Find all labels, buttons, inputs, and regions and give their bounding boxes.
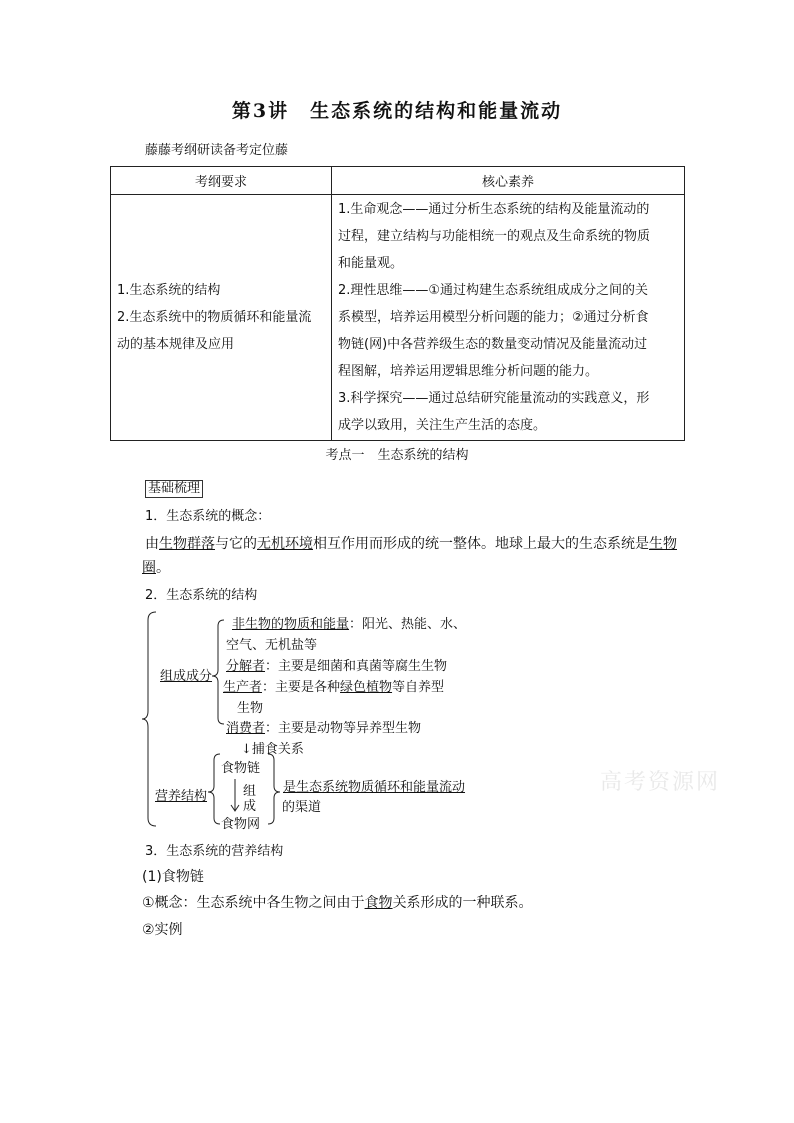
literacy-line: 成学以致用，关注生产生活的态度。 <box>338 418 547 433</box>
blank-answer: 绿色植物 <box>340 680 393 695</box>
section-1-paragraph <box>145 532 690 556</box>
food-web-label: 食物网 <box>221 817 261 832</box>
table-header-row <box>111 167 685 195</box>
table-row <box>111 195 685 441</box>
literacy-line: 过程，建立结构与功能相统一的观点及生命系统的物质 <box>338 229 651 244</box>
section-1-paragraph-end <box>142 556 170 580</box>
food-chain-label: 食物链 <box>221 761 261 776</box>
literacy-line: 物链(网)中各营养级生态的数量变动情况及能量流动过 <box>338 337 648 352</box>
literacy-line: 3.科学探究——通过总结研究能量流动的实践意义，形 <box>338 391 650 406</box>
predation-label: ↓捕食关系 <box>241 742 304 757</box>
concept-line <box>142 892 533 912</box>
section-3-subtitle: (1)食物链 <box>142 869 204 885</box>
requirement-line: 动的基本规律及应用 <box>117 337 235 352</box>
composition-label <box>160 665 212 684</box>
producer-line <box>223 676 444 695</box>
topic-heading: 考点一 生态系统的结构 <box>325 448 469 463</box>
table-header-cell: 考纲要求 <box>111 167 332 195</box>
section-3-title: 3．生态系统的营养结构 <box>145 844 284 859</box>
text: 。 <box>156 560 170 576</box>
blank-answer: 生物 <box>649 536 677 552</box>
text: 等自养型 <box>392 680 445 695</box>
text: ①概念：生态系统中各生物之间由于 <box>142 895 365 911</box>
text: ：主要是动物等异养型生物 <box>265 721 422 736</box>
trophic-structure-label <box>155 785 207 804</box>
literacy-line: 程图解，培养运用逻辑思维分析问题的能力。 <box>338 364 599 379</box>
example-line: ②实例 <box>142 922 183 938</box>
section-2-title: 2．生态系统的结构 <box>145 588 258 603</box>
literacy-cell <box>332 195 685 441</box>
producer-line-2: 生物 <box>237 701 264 716</box>
consumer-line <box>226 717 421 736</box>
basics-label: 基础梳理 <box>145 480 203 498</box>
table-header-cell: 核心素养 <box>332 167 685 195</box>
down-arrow-icon <box>228 777 242 815</box>
blank-answer: 是生态系统物质循环和能量流动 <box>283 780 466 795</box>
blank-answer: 营养结构 <box>155 789 208 804</box>
text: 关系形成的一种联系。 <box>392 895 533 911</box>
literacy-line: 和能量观。 <box>338 256 404 271</box>
watermark: 高考资源网 <box>600 770 721 795</box>
requirement-line: 2.生态系统中的物质循环和能量流 <box>117 310 312 325</box>
blank-answer: 组成成分 <box>160 669 213 684</box>
blank-answer: 食物 <box>364 895 393 911</box>
text: ：阳光、热能、水、 <box>349 617 467 632</box>
blank-answer: 圈 <box>142 560 156 576</box>
blank-answer: 生物群落 <box>159 536 215 552</box>
requirements-table <box>110 166 685 441</box>
literacy-line: 系模型，培养运用模型分析问题的能力；②通过分析食 <box>338 310 649 325</box>
literacy-line: 2.理性思维——①通过构建生态系统组成成分之间的关 <box>338 283 649 298</box>
blank-answer: 非生物的物质和能量 <box>232 617 350 632</box>
text: ：主要是各种 <box>262 680 341 695</box>
blank-answer: 消费者 <box>226 721 266 736</box>
blank-answer: 分解者 <box>226 659 266 674</box>
requirements-cell <box>111 195 332 441</box>
text: 由 <box>145 536 159 552</box>
text: 与它的 <box>215 536 257 552</box>
section-subheading: 藤藤考纲研读备考定位藤 <box>145 143 289 158</box>
compose-label-2: 成 <box>243 799 257 814</box>
section-1-title: 1．生态系统的概念： <box>145 509 271 524</box>
text: 相互作用而形成的统一整体。地球上最大的生态系统是 <box>313 536 649 552</box>
decomposer-line <box>226 655 447 674</box>
requirement-line: 1.生态系统的结构 <box>117 283 221 298</box>
blank-answer: 生产者 <box>223 680 263 695</box>
text: ：主要是细菌和真菌等腐生生物 <box>265 659 448 674</box>
abiotic-line <box>232 613 466 632</box>
compose-label-1: 组 <box>243 784 257 799</box>
literacy-line: 1.生命观念——通过分析生态系统的结构及能量流动的 <box>338 202 650 217</box>
page-title: 第3讲 生态系统的结构和能量流动 <box>231 100 563 122</box>
blank-answer: 无机环境 <box>257 536 313 552</box>
channel-line-2: 的渠道 <box>282 800 322 815</box>
channel-line <box>283 776 465 795</box>
abiotic-line-2: 空气、无机盐等 <box>226 638 318 653</box>
